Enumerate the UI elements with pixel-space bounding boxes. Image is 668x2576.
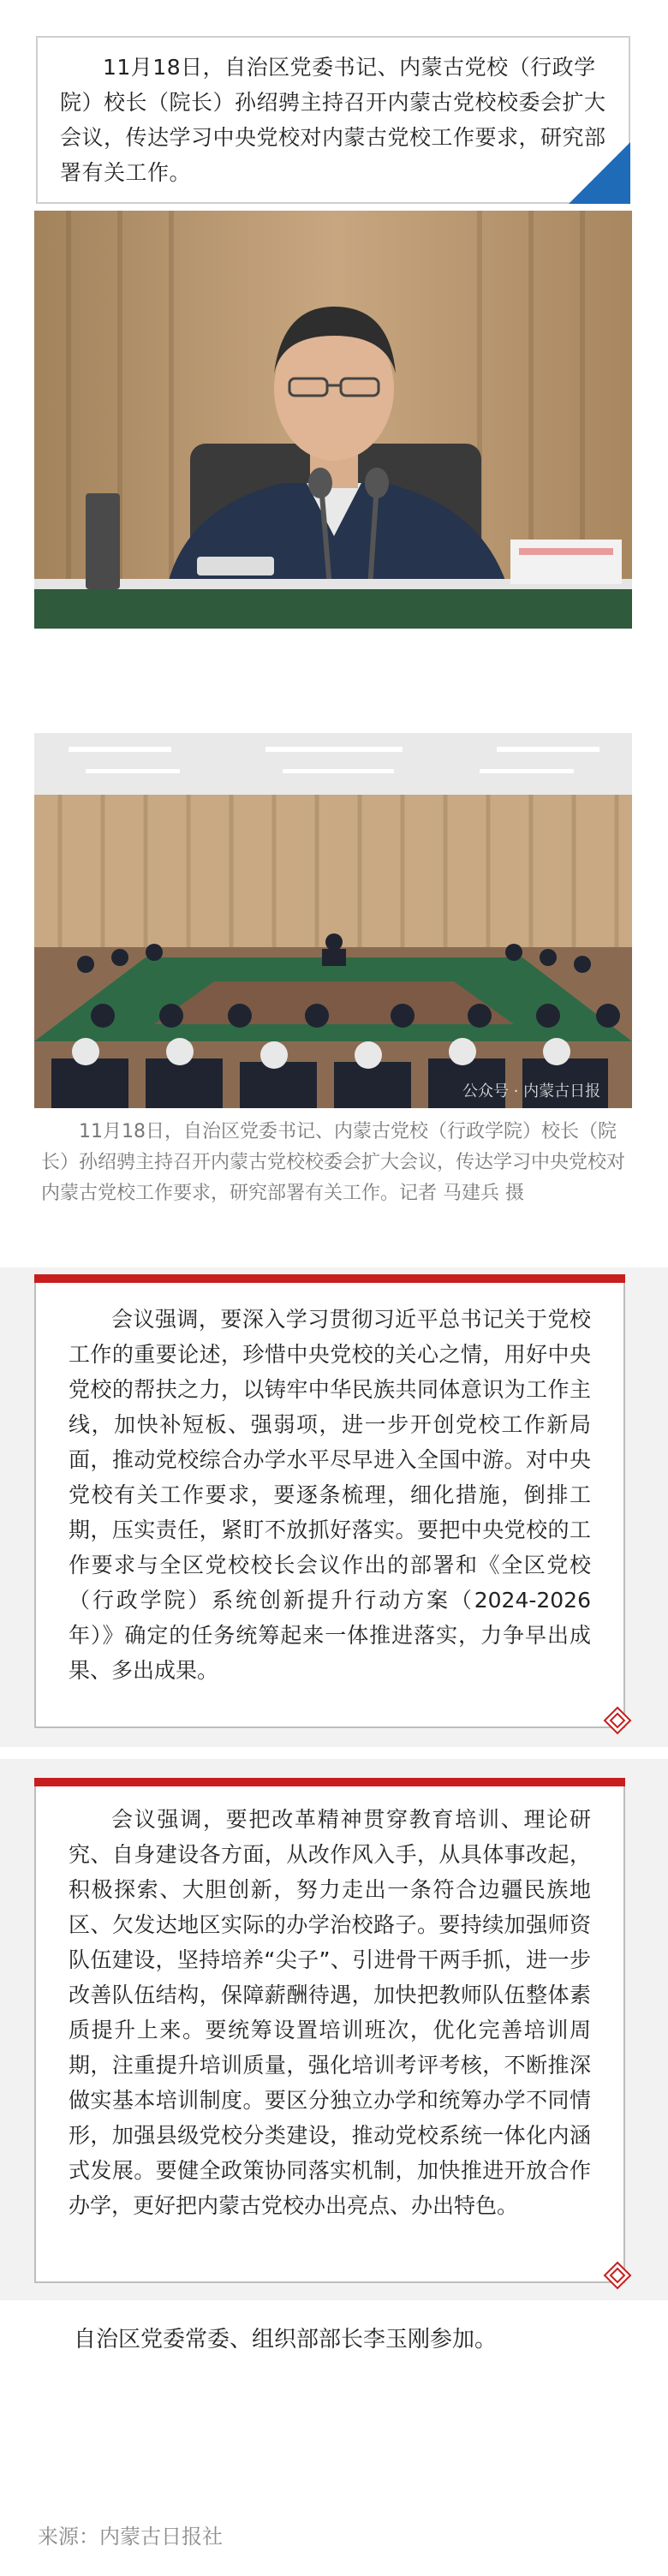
meeting-room-photo [34, 733, 632, 1108]
source-credit: 来源：内蒙古日报社 [38, 2525, 223, 2549]
speaker-photo [34, 211, 632, 629]
red-top-bar [34, 1274, 625, 1283]
section-2-box [34, 1785, 625, 2283]
lead-text: 11月18日，自治区党委书记、内蒙古党校（行政学院）校长（院长）孙绍骋主持召开内蒙古党校校委会扩大会议，传达学习中央党校对内蒙古党校工作要求，研究部署有关工作。 [60, 55, 606, 185]
photo-caption: 11月18日，自治区党委书记、内蒙古党校（行政学院）校长（院长）孙绍骋主持召开内蒙古党校校委会扩大会议，传达学习中央党校对内蒙古党校工作要求，研究部署有关工作。记者 马建兵 摄 [41, 1121, 626, 1204]
section-1-box [34, 1281, 625, 1728]
section-2-background [0, 1759, 668, 2300]
section-2-text: 会议强调，要把改革精神贯穿教育培训、理论研究、自身建设各方面，从改作风入手，从具体事改起，积极探索、大胆创新，努力走出一条符合边疆民族地区、欠发达地区实际的办学治校路子。要持续加强师资队伍建设，坚持培养“尖子”、引进骨干两手抓，进一步改善队伍结构，保障薪酬待遇，加快把教师队伍整体素质提升上来。要统筹设置培训班次，优化完善培训周期，注重提升培训质量，强化培训考评考核，不断推深做实基本培训制度。要区分独立办学和统筹办学不同情形，加强县级党校分类建设，推动党校系统一体化内涵式发展。要健全政策协同落实机制，加快推进开放合作办学，更好把内蒙古党校办出亮点、办出特色。 [69, 1807, 591, 2218]
attendance-note: 自治区党委常委、组织部部长李玉刚参加。 [74, 2327, 498, 2352]
red-top-bar [34, 1778, 625, 1786]
diamond-ornament-icon [603, 2261, 632, 2290]
section-1-text: 会议强调，要深入学习贯彻习近平总书记关于党校工作的重要论述，珍惜中央党校的关心之情，用好中央党校的帮扶之力，以铸牢中华民族共同体意识为工作主线，加快补短板、强弱项，进一步开创党校工作新局面，推动党校综合办学水平尽早进入全国中游。对中央党校有关工作要求，要逐条梳理，细化措施，倒排工期，压实责任，紧盯不放抓好落实。要把中央党校的工作要求与全区党校校长会议作出的部署和《全区党校（行政学院）系统创新提升行动方案（2024-2026年）》确定的任务统筹起来一体推进落实，力争早出成果、多出成果。 [69, 1307, 591, 1683]
photo-watermark: 公众号 · 内蒙古日报 [462, 1082, 601, 1100]
lead-box [36, 36, 630, 204]
diamond-ornament-icon [603, 1706, 632, 1735]
blue-corner-decoration [569, 142, 630, 204]
section-1-background [0, 1267, 668, 1747]
